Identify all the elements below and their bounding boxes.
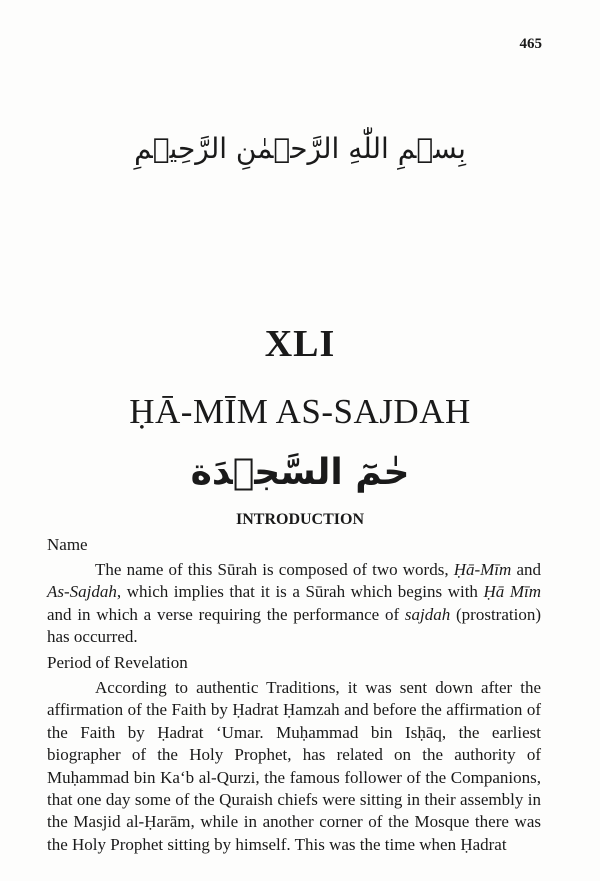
arabic-chapter-title: حٰمٓ السَّجۡدَة — [190, 452, 410, 493]
name-section-heading: Name — [47, 535, 88, 554]
name-term-4: sajdah — [404, 604, 451, 624]
name-term-1: Ḥā-Mīm — [453, 560, 512, 579]
chapter-number: XLI — [264, 323, 336, 365]
name-text-1: The name of this Sūrah is composed of two words, — [95, 560, 454, 579]
name-text-4: and in which a verse requiring the performance of — [47, 604, 405, 624]
period-section-paragraph — [47, 677, 541, 856]
chapter-title: ḤĀ-MĪM AS-SAJDAH — [129, 392, 471, 431]
period-text: According to authentic Traditions, it was sent down after the affirmation of the Faith by Ḥadrat Ḥamzah and before the affirmation of the Faith by Ḥadrat ‘Umar. Muḥammad bin Isḥāq, the earliest biographer of the Holy Prophet, has related on the authority of Muḥammad bin Ka‘b al-Qurzi, the famous follower of the Companions, that one day some of the Quraish chiefs were sitting in their assembly in the Masjid al-Ḥarām, while in another corner of the Mosque there was the Holy Prophet sitting by himself. This was the time when Ḥadrat — [47, 678, 541, 854]
name-text-3: , which implies that it is a Sūrah which begins with — [116, 582, 484, 602]
name-term-2: As-Sajdah — [47, 582, 117, 602]
name-section-paragraph — [47, 559, 541, 649]
page-number: 465 — [519, 36, 542, 52]
name-text-5: (prostration) has occurred. — [47, 604, 541, 647]
introduction-heading: INTRODUCTION — [235, 511, 364, 528]
basmala: بِسۡمِ اللّٰهِ الرَّحۡمٰنِ الرَّحِيۡمِ — [134, 132, 466, 165]
name-term-3: Ḥā Mīm — [483, 582, 541, 602]
name-text-2: and — [511, 560, 541, 579]
period-section-heading: Period of Revelation — [47, 653, 188, 672]
